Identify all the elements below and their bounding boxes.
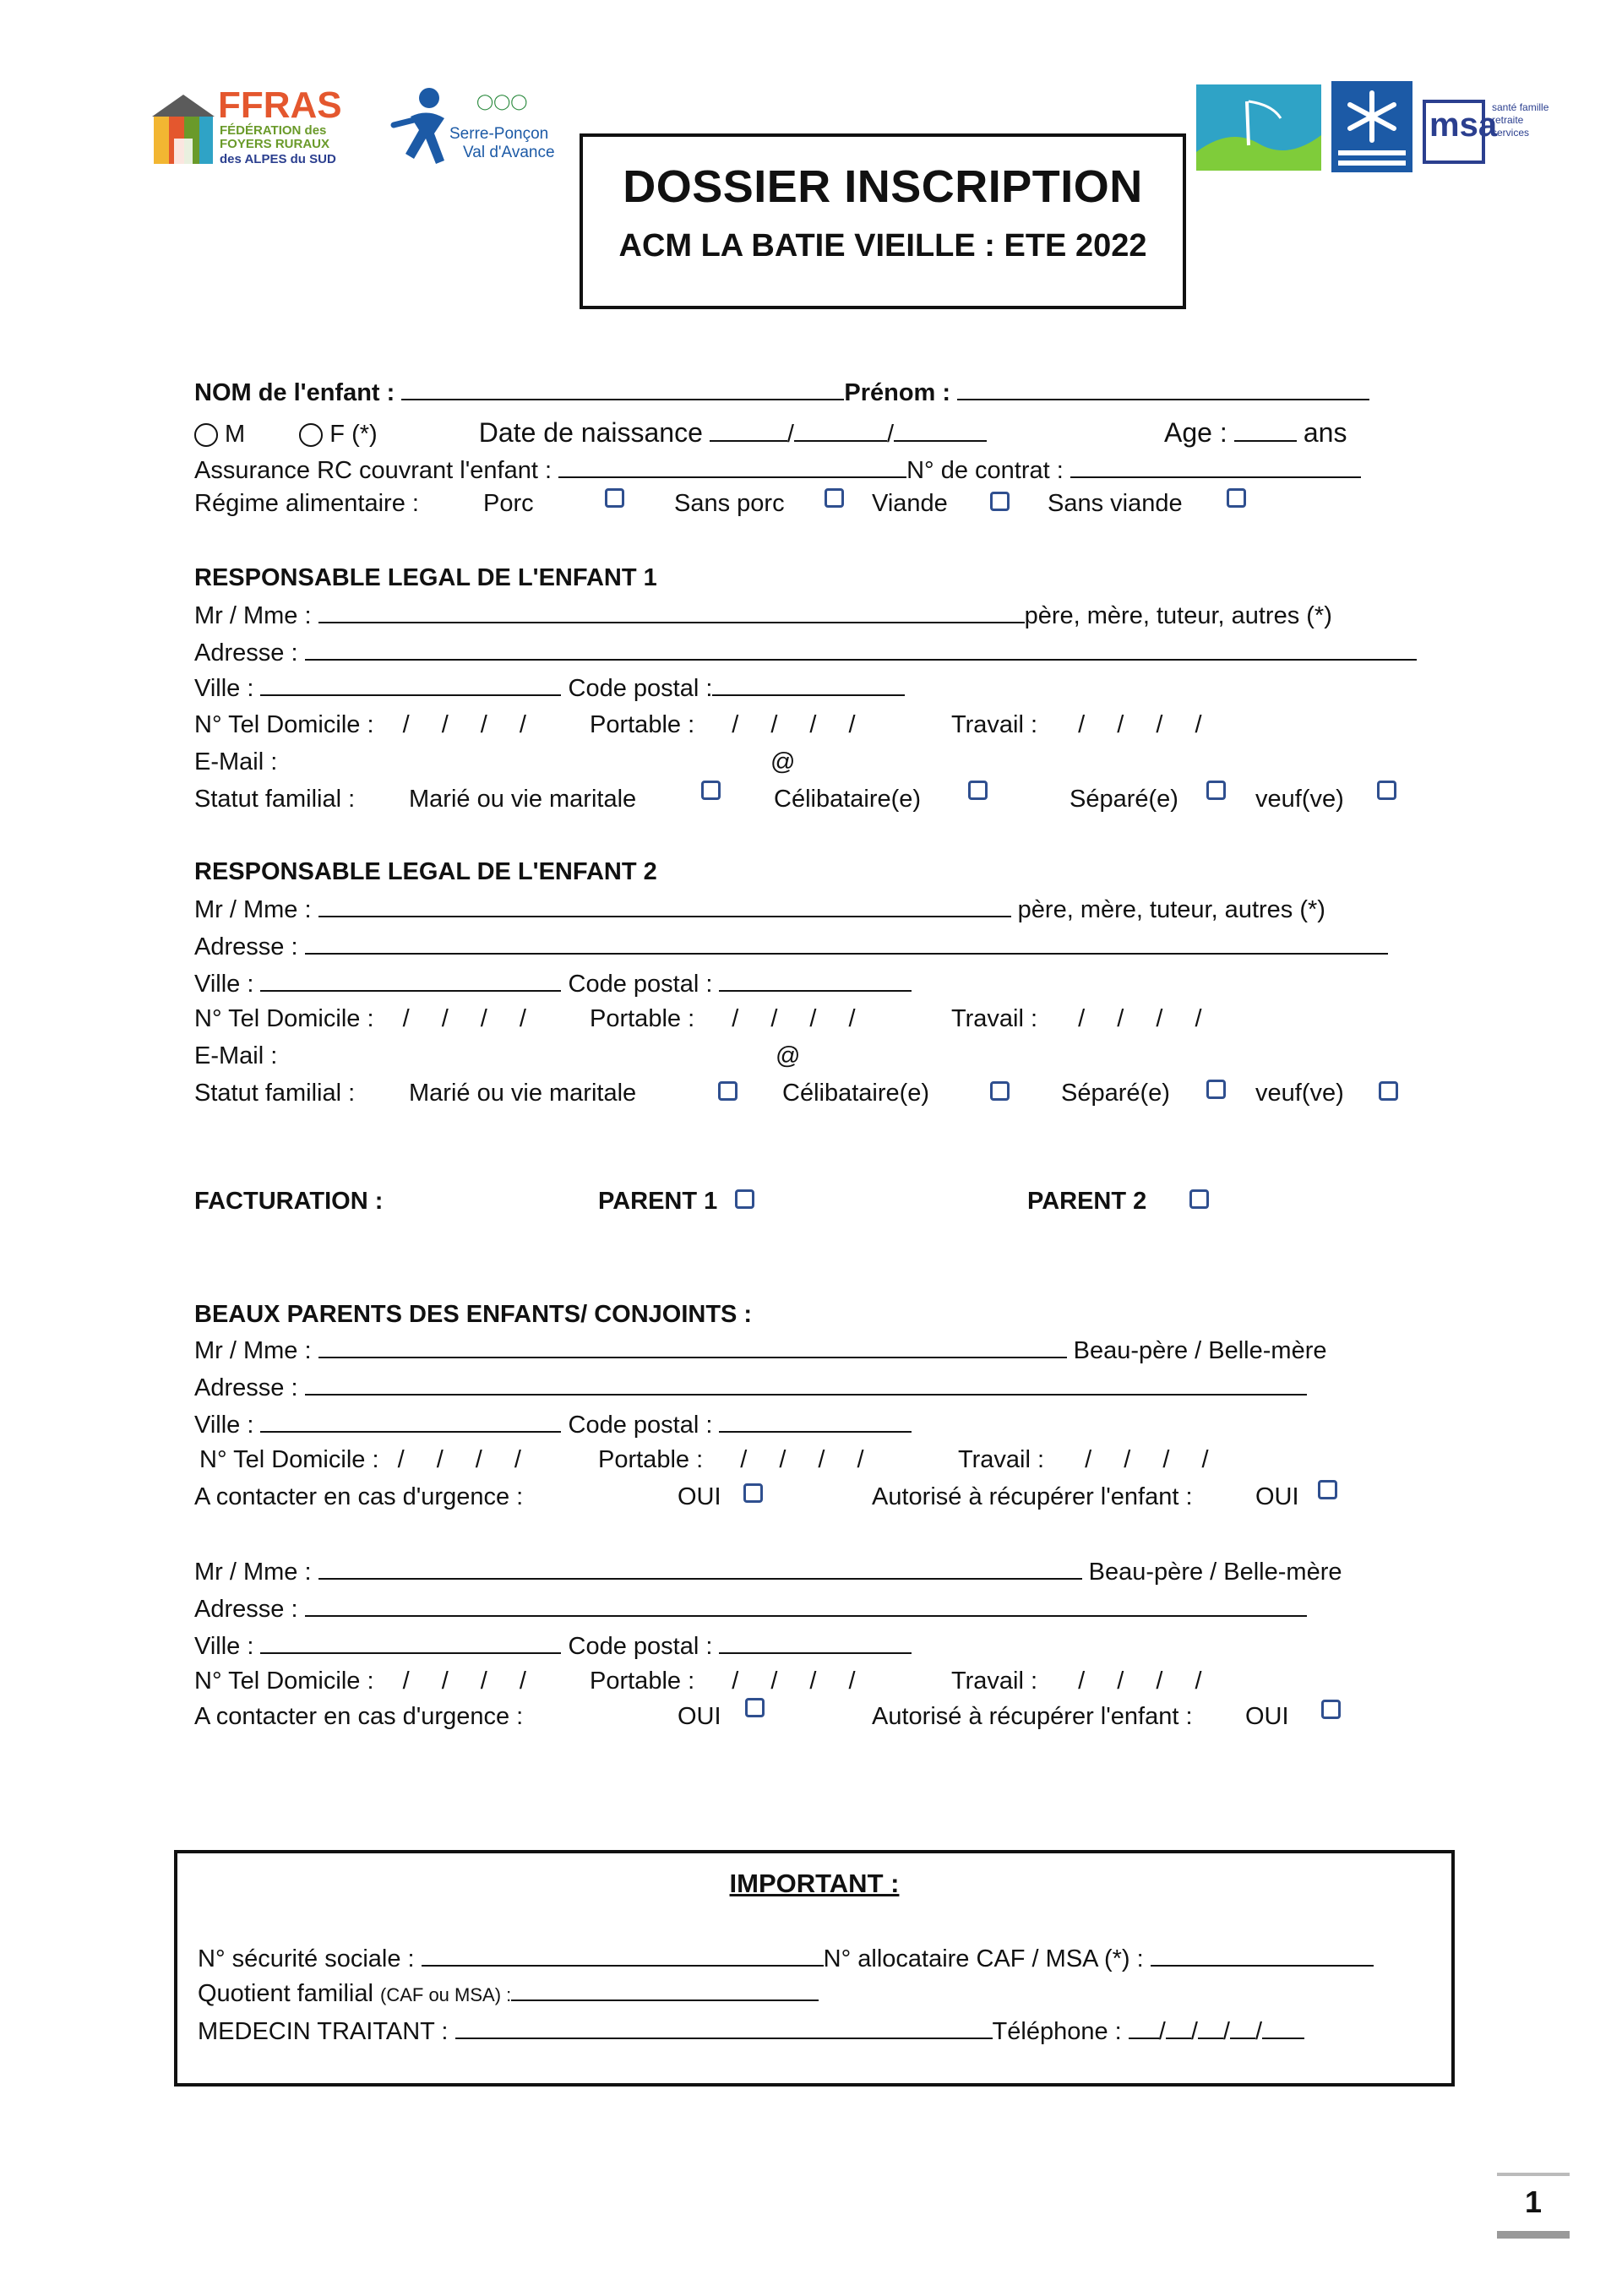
resp1-cp-label: Code postal : [568,675,713,702]
resp1-address-field[interactable] [305,639,1417,661]
resp2-address-label: Adresse : [194,933,298,960]
resp1-statut-option-label: Célibataire(e) [774,786,922,813]
diet-porc-checkbox[interactable] [605,488,624,508]
contract-label: N° de contrat : [906,457,1064,484]
medecin-field[interactable] [455,2017,993,2039]
bp1-urgence-checkbox[interactable] [743,1483,763,1503]
sex-m-radio[interactable] [194,423,218,447]
bp1-name-row [194,1336,1327,1365]
medecin-row [198,2017,1304,2046]
resp1-statut-celibataire-checkbox[interactable] [968,781,988,800]
diet-option-label: Sans porc [674,490,785,517]
facturation-parent1-checkbox[interactable] [735,1189,754,1209]
resp1-name-field[interactable] [318,601,1025,623]
bp2-name-field[interactable] [318,1558,1082,1580]
resp2-travail-row [951,1005,1204,1033]
diet-sans-viande-checkbox[interactable] [1227,488,1246,508]
qf-row [198,1980,819,2008]
resp1-statut-option-label: Séparé(e) [1070,786,1178,813]
diet-sans-porc-checkbox[interactable] [825,488,844,508]
bp2-travail-row [951,1668,1204,1695]
diet-option-porc [483,490,534,518]
ffras-line2: FOYERS RURAUX [220,137,330,151]
child-sex-dob-row: M F (*) Date de naissance / / [194,417,987,449]
page-number-top-rule [1497,2173,1570,2176]
resp1-statut-option-label: veuf(ve) [1255,786,1344,813]
resp2-tel-row [194,1005,528,1033]
bp2-name-row [194,1558,1342,1586]
resp1-statut-separe-checkbox[interactable] [1206,781,1226,800]
resp1-statut-marie-checkbox[interactable] [701,781,721,800]
bp1-city-label: Ville : [194,1412,254,1439]
resp2-statut-marie-checkbox[interactable] [718,1081,738,1101]
bp2-urgence-checkbox[interactable] [745,1698,765,1717]
bp1-relation: Beau-père / Belle-mère [1073,1337,1327,1364]
resp2-heading: RESPONSABLE LEGAL DE L'ENFANT 2 [194,858,657,885]
msa-tagline: santé famille retraite services [1492,101,1549,139]
secu-field[interactable] [422,1945,824,1967]
resp2-mr-label: Mr / Mme : [194,896,312,923]
bp2-mr-label: Mr / Mme : [194,1559,312,1586]
diet-label: Régime alimentaire : [194,490,419,517]
ffras-house-icon [145,91,221,172]
mountain-icon [1196,84,1321,171]
caf-field[interactable] [1151,1945,1374,1967]
bp1-address-row [194,1374,1307,1402]
bp2-urgence-label: A contacter en cas d'urgence : [194,1703,524,1730]
dob-year-field[interactable] [894,420,987,442]
olympic-rings-icon: ◯◯◯ [476,93,528,110]
bp2-address-row [194,1595,1307,1624]
page-number-box [1497,2173,1570,2239]
bp1-name-field[interactable] [318,1336,1067,1358]
resp1-city-row [194,674,905,703]
bp2-portable-label: Portable : [590,1668,695,1695]
resp2-relation: père, mère, tuteur, autres (*) [1017,896,1325,923]
resp1-statut-row [194,786,355,813]
age-label: Age : [1164,417,1227,448]
medecin-label: MEDECIN TRAITANT : [198,2018,449,2045]
caf-logo [1331,81,1412,172]
ffras-logo [145,84,365,177]
resp2-statut-celibataire-checkbox[interactable] [990,1081,1010,1101]
bp1-tel-row [199,1446,523,1474]
page-number-bottom-rule [1497,2231,1570,2239]
resp1-statut-label: Statut familial : [194,786,356,813]
bp2-city-row [194,1632,912,1661]
resp2-city-field[interactable] [260,970,561,992]
resp2-statut-option-label: Célibataire(e) [782,1080,930,1107]
resp1-portable-field[interactable]: / / / / [732,711,857,738]
serre-poncon-line1: Serre-Ponçon [449,125,549,143]
insurance-row [194,456,1361,485]
diet-option-label: Sans viande [1048,490,1183,517]
bp2-portable-row [590,1668,857,1695]
resp1-city-field[interactable] [260,674,561,696]
facturation-parent2-checkbox[interactable] [1189,1189,1209,1209]
sex-f-label: F (*) [329,421,378,448]
resp1-heading: RESPONSABLE LEGAL DE L'ENFANT 1 [194,564,657,591]
resp1-mr-label: Mr / Mme : [194,602,312,629]
page-number: 1 [1524,2184,1543,2219]
resp1-travail-label: Travail : [951,711,1038,738]
bp1-travail-field[interactable]: / / / / [1085,1446,1211,1473]
diet-option-sans-porc [674,490,785,518]
resp1-email-at[interactable]: @ [770,748,796,775]
page-subtitle: ACM LA BATIE VIEILLE : ETE 2022 [618,228,1147,264]
bp2-portable-field[interactable]: / / / / [732,1668,857,1695]
bp1-autorise-label: Autorisé à récupérer l'enfant : [872,1483,1193,1510]
resp2-cp-field[interactable] [719,970,912,992]
resp2-statut-option-label: Séparé(e) [1061,1080,1170,1107]
child-firstname-field[interactable] [957,378,1369,400]
caf-label: N° allocataire CAF / MSA (*) : [823,1945,1144,1972]
resp2-statut-option-label: Marié ou vie maritale [409,1080,637,1107]
facturation-label: FACTURATION : [194,1188,384,1215]
insurance-field[interactable] [558,456,906,478]
resp1-portable-row [590,711,857,739]
bp2-tel-row [194,1668,528,1695]
bp2-autorise-checkbox[interactable] [1321,1700,1341,1719]
resp1-address-row [194,639,1417,667]
msa-name: msa [1429,106,1498,144]
bp2-city-field[interactable] [260,1632,561,1654]
bp1-cp-label: Code postal : [568,1412,713,1439]
medecin-tel-field[interactable]: / / / / [1129,2018,1304,2045]
resp1-travail-row [951,711,1204,739]
resp1-statut-option-label: Marié ou vie maritale [409,786,637,813]
bp1-tel-label: N° Tel Domicile : [199,1446,379,1473]
bp2-travail-label: Travail : [951,1668,1038,1695]
resp2-cp-label: Code postal : [568,971,713,998]
ffras-name: FFRAS [218,84,342,126]
resp2-city-label: Ville : [194,971,254,998]
age-field[interactable] [1234,420,1297,442]
important-box [174,1850,1455,2087]
insurance-label: Assurance RC couvrant l'enfant : [194,457,552,484]
resp2-tel-field[interactable]: / / / / [402,1005,528,1032]
bp1-autorise-checkbox[interactable] [1318,1480,1337,1499]
resp2-statut-option-label: veuf(ve) [1255,1080,1344,1107]
serre-poncon-line2: Val d'Avance [463,144,555,161]
resp2-statut-separe-checkbox[interactable] [1206,1080,1226,1099]
bp1-urgence-oui: OUI [678,1483,721,1510]
bp1-portable-label: Portable : [598,1446,704,1473]
resp2-address-field[interactable] [305,933,1388,955]
resp1-cp-field[interactable] [712,674,905,696]
sex-f-radio[interactable] [299,423,323,447]
secu-label: N° sécurité sociale : [198,1945,415,1972]
bp1-address-label: Adresse : [194,1374,298,1401]
ffras-line3: des ALPES du SUD [220,152,336,166]
batie-vieille-logo [1196,84,1321,171]
resp1-portable-label: Portable : [590,711,695,738]
resp2-statut-label: Statut familial : [194,1080,356,1107]
bp2-city-label: Ville : [194,1633,254,1660]
resp2-email-at[interactable]: @ [776,1042,801,1069]
age-unit: ans [1303,417,1347,448]
resp2-name-row [194,895,1325,924]
bp2-relation: Beau-père / Belle-mère [1088,1559,1342,1586]
resp2-city-row [194,970,912,998]
dob-label: Date de naissance [478,417,703,448]
sex-m-label: M [225,421,246,448]
bp2-autorise-oui: OUI [1245,1703,1289,1730]
bp2-urgence-oui: OUI [678,1703,721,1730]
facturation-parent1-label: PARENT 1 [598,1188,718,1215]
bp1-city-field[interactable] [260,1411,561,1433]
resp1-tel-field[interactable]: / / / / [402,711,528,738]
page-title: DOSSIER INSCRIPTION [623,161,1143,212]
resp1-address-label: Adresse : [194,639,298,666]
resp2-portable-label: Portable : [590,1005,695,1032]
bp1-cp-field[interactable] [719,1411,912,1433]
bp2-travail-field[interactable]: / / / / [1078,1668,1204,1695]
beaux-parents-heading: BEAUX PARENTS DES ENFANTS/ CONJOINTS : [194,1301,753,1328]
bp2-tel-label: N° Tel Domicile : [194,1668,374,1695]
bp2-tel-field[interactable]: / / / / [402,1668,528,1695]
resp1-travail-field[interactable]: / / / / [1078,711,1204,738]
bp1-city-row [194,1411,912,1439]
diet-option-label: Viande [872,490,948,517]
facturation-parent2-label: PARENT 2 [1027,1188,1147,1215]
resp2-name-field[interactable] [318,895,1011,917]
resp1-statut-veuf-checkbox[interactable] [1377,781,1396,800]
resp2-email-label: E-Mail : [194,1042,278,1069]
age-row [1164,417,1347,449]
resp2-portable-field[interactable]: / / / / [732,1005,857,1032]
resp2-tel-label: N° Tel Domicile : [194,1005,374,1032]
bp2-cp-label: Code postal : [568,1633,713,1660]
resp2-portable-row [590,1005,857,1033]
child-name-field[interactable] [401,378,844,400]
resp1-tel-label: N° Tel Domicile : [194,711,374,738]
bp1-travail-label: Travail : [958,1446,1045,1473]
bp1-portable-field[interactable]: / / / / [740,1446,866,1473]
diet-viande-checkbox[interactable] [990,492,1010,511]
important-title: IMPORTANT : [729,1869,900,1898]
diet-option-viande [872,490,948,518]
dob-month-field[interactable] [794,420,887,442]
resp1-tel-row [194,711,528,739]
child-firstname-label: Prénom : [844,379,951,406]
caf-snowflake-icon [1331,81,1412,172]
resp1-name-row [194,601,1332,630]
diet-option-sans-viande [1048,490,1183,518]
msa-logo [1423,100,1558,166]
qf-label: Quotient familial [198,1980,373,2007]
bp1-mr-label: Mr / Mme : [194,1337,312,1364]
bp2-autorise-label: Autorisé à récupérer l'enfant : [872,1703,1193,1730]
bp1-portable-row [598,1446,866,1474]
title-box [580,133,1186,309]
diet-row [194,490,419,518]
bp1-autorise-oui: OUI [1255,1483,1299,1510]
resp2-travail-label: Travail : [951,1005,1038,1032]
bp1-tel-field[interactable]: / / / / [397,1446,523,1473]
bp1-travail-row [958,1446,1211,1474]
secu-row [198,1945,1374,1973]
resp2-address-row [194,933,1388,961]
resp1-email-label: E-Mail : [194,748,278,775]
dob-day-field[interactable] [710,420,787,442]
resp1-city-label: Ville : [194,675,254,702]
serre-poncon-logo [385,74,563,184]
resp2-travail-field[interactable]: / / / / [1078,1005,1204,1032]
diet-option-label: Porc [483,490,534,517]
contract-field[interactable] [1070,456,1361,478]
child-name-label: NOM de l'enfant : [194,379,395,406]
child-name-row [194,378,1369,407]
ffras-line1: FÉDÉRATION des [220,123,327,138]
bp1-address-field[interactable] [305,1374,1307,1396]
qf-small-label: (CAF ou MSA) : [380,1984,512,2005]
bp1-urgence-label: A contacter en cas d'urgence : [194,1483,524,1510]
bp2-address-field[interactable] [305,1595,1307,1617]
qf-field[interactable] [511,1983,819,2001]
medecin-tel-label: Téléphone : [992,2018,1122,2045]
bp2-cp-field[interactable] [719,1632,912,1654]
resp2-statut-veuf-checkbox[interactable] [1379,1081,1398,1101]
resp1-relation: père, mère, tuteur, autres (*) [1024,602,1332,629]
bp2-address-label: Adresse : [194,1596,298,1623]
